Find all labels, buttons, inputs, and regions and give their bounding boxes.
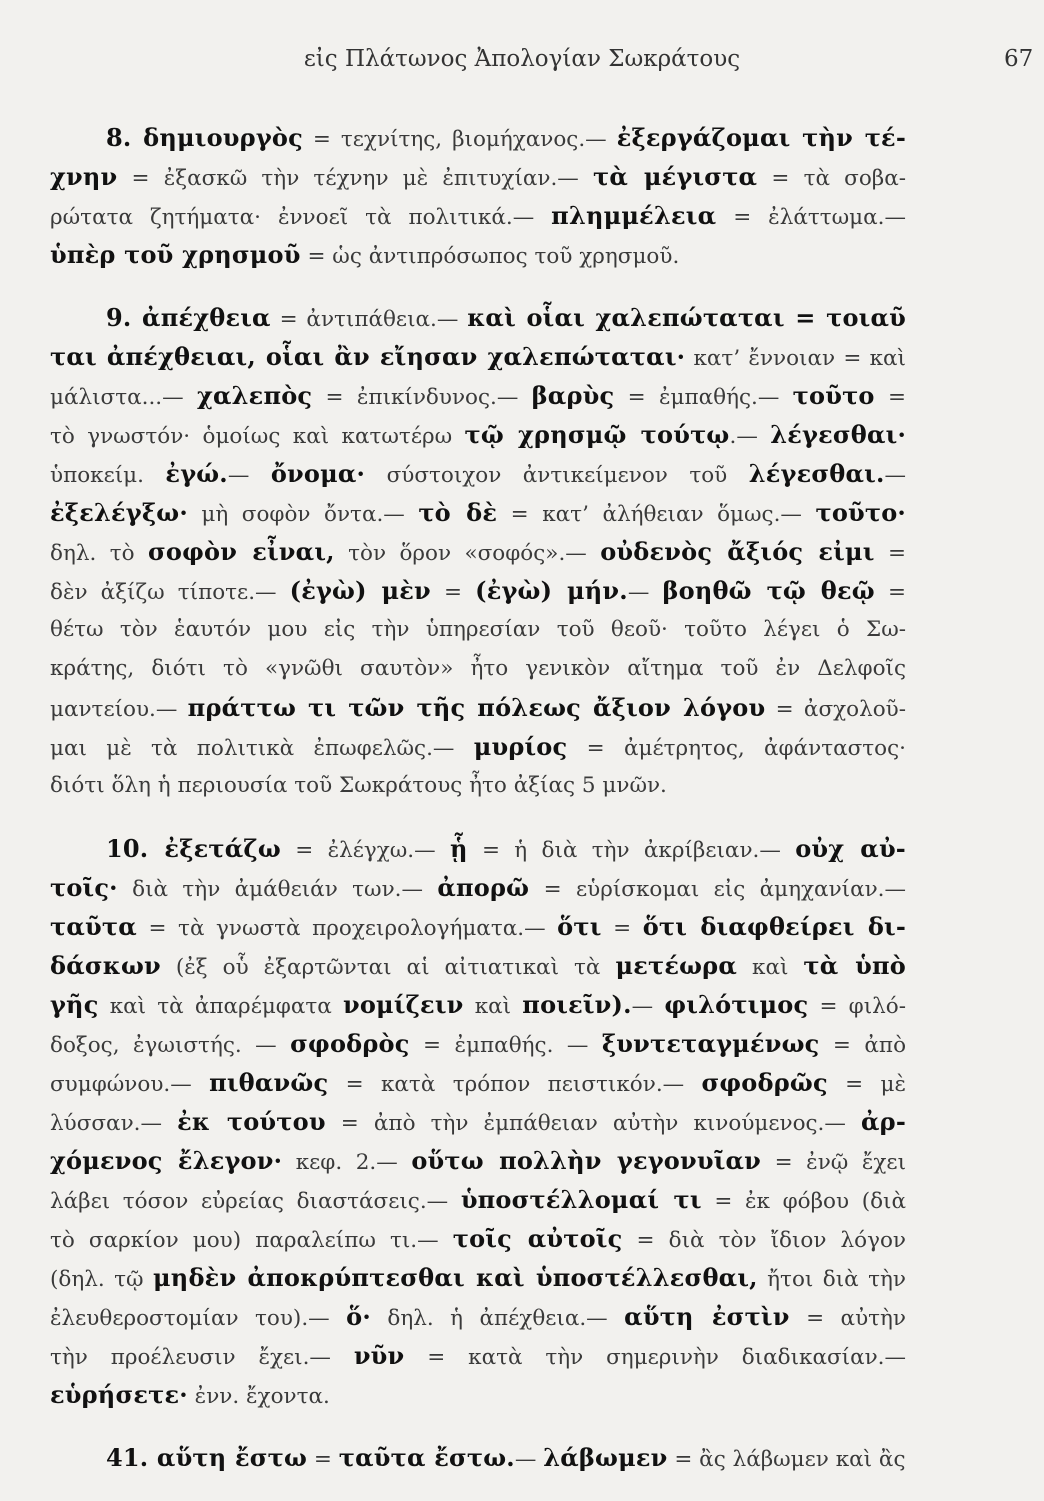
lemma: ᾗ xyxy=(449,834,468,863)
commentary-paragraph xyxy=(50,298,906,805)
gloss: = φιλό- xyxy=(808,994,906,1019)
text-line xyxy=(50,157,906,196)
text-line xyxy=(50,196,906,235)
text-line xyxy=(50,454,906,493)
gloss: = τὰ σοβα- xyxy=(757,166,907,191)
commentary-paragraph xyxy=(50,1438,906,1477)
text-line xyxy=(50,1336,906,1375)
gloss: = ἐλέγχω.— xyxy=(280,838,450,863)
text-line xyxy=(50,571,906,610)
lemma: λάβωμεν xyxy=(543,1443,668,1472)
commentary-paragraph xyxy=(50,829,906,1414)
lemma: τοῦτο xyxy=(792,381,875,410)
text-line xyxy=(50,1375,906,1414)
lemma: 8. δημιουργὸς xyxy=(106,123,303,152)
lemma: ὅτι διαφθείρει δι- xyxy=(642,912,907,941)
gloss: = ἐλάττωμα.— xyxy=(716,205,906,230)
gloss: = ἀντιπάθεια.— xyxy=(270,307,468,332)
lemma: τὸ δὲ xyxy=(418,498,498,527)
text-line xyxy=(50,1258,906,1297)
text-line xyxy=(50,118,906,157)
lemma: οὕτω πολλὴν γεγονυῖαν xyxy=(411,1146,762,1175)
lemma: χαλεπὸς xyxy=(196,381,313,410)
lemma: ταῦτα ἔστω. xyxy=(338,1443,515,1472)
gloss: = xyxy=(874,580,906,605)
gloss: = τὰ γνωστὰ προχειρολογήματα.— xyxy=(136,916,558,941)
gloss: συμφώνου.— xyxy=(50,1072,210,1097)
gloss: = ἀπὸ xyxy=(819,1033,907,1058)
lemma: σφοδρὸς xyxy=(290,1029,410,1058)
lemma: νομίζειν xyxy=(343,990,464,1019)
text-line xyxy=(50,649,906,688)
lemma: βαρὺς xyxy=(531,381,615,410)
gloss: τὸ σαρκίον μου) παραλείπω τι.— xyxy=(50,1228,453,1253)
lemma: εὑρήσετε· xyxy=(50,1380,188,1409)
text-line xyxy=(50,985,906,1024)
gloss: (δηλ. τῷ xyxy=(50,1267,154,1292)
gloss: — xyxy=(514,1447,544,1472)
lemma: τοῖς· xyxy=(50,873,118,902)
gloss: καὶ xyxy=(737,955,804,980)
lemma: βοηθῶ τῷ θεῷ xyxy=(662,576,875,605)
text-line xyxy=(50,946,906,985)
lemma: πιθανῶς xyxy=(209,1068,329,1097)
gloss: ρώτατα ζητήματα· ἐννοεῖ τὰ πολιτικά.— xyxy=(50,205,552,230)
gloss: = ἡ διὰ τὴν ἀκρίβειαν.— xyxy=(467,838,796,863)
text-line xyxy=(50,727,906,766)
lemma: ἐκ τούτου xyxy=(177,1107,326,1136)
gloss: = ἐμπαθής.— xyxy=(614,385,793,410)
gloss: = κατὰ τρόπον πειστικόν.— xyxy=(328,1072,702,1097)
lemma: πλημμέλεια xyxy=(551,201,717,230)
lemma: οὐχ αὐ- xyxy=(795,834,906,863)
lemma: μηδὲν ἀποκρύπτεσθαι καὶ ὑποστέλλεσθαι, xyxy=(153,1263,758,1292)
lemma: τῷ χρησμῷ τούτῳ xyxy=(464,420,730,449)
lemma: ἐξεργάζομαι τὴν τέ- xyxy=(616,123,906,152)
commentary-body xyxy=(50,118,906,1501)
lemma: ἀρ- xyxy=(861,1107,906,1136)
gloss: τὸν ὅρον «σοφός».— xyxy=(334,541,601,566)
gloss: = ἐξασκῶ τὴν τέχνην μὲ ἐπιτυχίαν.— xyxy=(117,166,593,191)
commentary-paragraph xyxy=(50,118,906,274)
lemma: οὐδενὸς ἄξιός εἰμι xyxy=(600,537,875,566)
lemma: ἀπορῶ xyxy=(437,873,530,902)
lemma: ὅτι xyxy=(557,912,602,941)
text-line xyxy=(50,532,906,571)
gloss: δηλ. ἡ ἀπέχθεια.— xyxy=(370,1306,625,1331)
lemma: καὶ οἷαι χαλεπώταται = τοιαῦ xyxy=(467,303,907,332)
text-line xyxy=(50,337,906,376)
gloss: — xyxy=(627,580,663,605)
text-line xyxy=(50,1102,906,1141)
gloss: δὲν ἀξίζω τίποτε.— xyxy=(50,580,290,605)
text-line xyxy=(50,1024,906,1063)
lemma: λέγεσθαι. xyxy=(748,459,885,488)
lemma: (ἐγὼ) μήν. xyxy=(475,576,628,605)
gloss: — xyxy=(227,463,271,488)
gloss: τὸ γνωστόν· ὁμοίως καὶ κατωτέρω xyxy=(50,424,465,449)
lemma: γῆς xyxy=(50,990,99,1019)
text-line xyxy=(50,235,906,274)
gloss: = xyxy=(430,580,476,605)
lemma: φιλότιμος xyxy=(664,990,809,1019)
lemma: νῦν xyxy=(353,1341,405,1370)
gloss: = αὐτὴν xyxy=(789,1306,906,1331)
lemma: πράττω τι τῶν τῆς πόλεως ἄξιον λόγου xyxy=(187,693,766,722)
gloss: διὰ τὴν ἀμάθειάν των.— xyxy=(117,877,438,902)
gloss: δηλ. τὸ xyxy=(50,541,148,566)
gloss: = ἂς λάβωμεν καὶ ἂς xyxy=(667,1447,906,1472)
gloss: μαντείου.— xyxy=(50,697,188,722)
gloss: = ἐμπαθής. — xyxy=(409,1033,602,1058)
text-line xyxy=(50,415,906,454)
gloss: = εὑρίσκομαι εἰς ἀμηχανίαν.— xyxy=(529,877,907,902)
text-line xyxy=(50,1297,906,1336)
text-line xyxy=(50,298,906,337)
gloss: = ἀπὸ τὴν ἐμπάθειαν αὐτὴν κινούμενος.— xyxy=(325,1111,861,1136)
lemma: ὄνομα· xyxy=(270,459,366,488)
lemma: τοῦτο· xyxy=(815,498,906,527)
lemma: ται ἀπέχθειαι, οἷαι ἂν εἴησαν χαλεπώταται· xyxy=(50,342,686,371)
lemma: λέγεσθαι· xyxy=(770,420,907,449)
lemma: τοῖς αὐτοῖς xyxy=(452,1224,623,1253)
lemma: 9. ἀπέχθεια xyxy=(106,303,271,332)
gloss: = xyxy=(307,1447,339,1472)
text-line xyxy=(50,1141,906,1180)
lemma: χνην xyxy=(50,162,118,191)
gloss: = xyxy=(874,541,906,566)
text-line xyxy=(50,907,906,946)
gloss: — xyxy=(884,463,906,488)
lemma: ταῦτα xyxy=(50,912,137,941)
gloss: = xyxy=(874,385,906,410)
gloss: διότι ὅλη ἡ περιουσία τοῦ Σωκράτους ἦτο ἀξίας 5 μνῶν. xyxy=(50,773,667,798)
lemma: ἐγώ. xyxy=(165,459,228,488)
text-line xyxy=(50,868,906,907)
lemma: σοφὸν εἶναι, xyxy=(147,537,335,566)
gloss: κράτης, διότι τὸ «γνῶθι σαυτὸν» ἦτο γενικὸν αἴτημα τοῦ ἐν Δελφοῖς xyxy=(50,656,906,681)
lemma: ὑπὲρ τοῦ χρησμοῦ xyxy=(50,240,301,269)
text-line xyxy=(50,1438,906,1477)
lemma: ποιεῖν). xyxy=(522,990,632,1019)
lemma: δάσκων xyxy=(50,951,161,980)
lemma: αὕτη ἐστὶν xyxy=(624,1302,790,1331)
lemma: χόμενος ἔλεγον· xyxy=(50,1146,283,1175)
text-line xyxy=(50,1219,906,1258)
gloss: = μὲ xyxy=(827,1072,906,1097)
gloss: μὴ σοφὸν ὄντα.— xyxy=(187,502,419,527)
gloss: λάβει τόσον εὐρείας διαστάσεις.— xyxy=(50,1189,461,1214)
header-title: εἰς Πλάτωνος Ἀπολογίαν Σωκράτους xyxy=(303,46,741,72)
lemma: (ἐγὼ) μὲν xyxy=(289,576,431,605)
text-line xyxy=(50,1063,906,1102)
lemma: ὅ· xyxy=(346,1302,371,1331)
gloss: κεφ. 2.— xyxy=(282,1150,412,1175)
gloss: = κατ’ ἀλήθειαν ὅμως.— xyxy=(497,502,816,527)
text-line xyxy=(50,1180,906,1219)
gloss: μάλιστα...— xyxy=(50,385,197,410)
gloss: μαι μὲ τὰ πολιτικὰ ἐπωφελῶς.— xyxy=(50,736,474,761)
text-line xyxy=(50,376,906,415)
lemma: ἐξελέγξω· xyxy=(50,498,188,527)
gloss: καὶ τὰ ἀπαρέμφατα xyxy=(98,994,343,1019)
gloss: δοξος, ἐγωιστής. — xyxy=(50,1033,291,1058)
gloss: = ἐκ φόβου (διὰ xyxy=(701,1189,906,1214)
lemma: σφοδρῶς xyxy=(701,1068,828,1097)
gloss: (ἐξ οὗ ἐξαρτῶνται αἱ αἰτιατικαὶ τὰ xyxy=(160,955,616,980)
gloss: = ἀμέτρητος, ἀφάνταστος· xyxy=(567,736,906,761)
text-line xyxy=(50,610,906,649)
gloss: = ἐνῷ ἔχει xyxy=(761,1150,906,1175)
page-number: 67 xyxy=(1004,46,1034,72)
text-line xyxy=(50,829,906,868)
lemma: τὰ ὑπὸ xyxy=(803,951,906,980)
gloss: = xyxy=(601,916,643,941)
gloss: τὴν προέλευσιν ἔχει.— xyxy=(50,1345,354,1370)
lemma: 10. ἐξετάζω xyxy=(106,834,281,863)
running-header xyxy=(0,46,1044,90)
text-line xyxy=(50,493,906,532)
gloss: ἐνν. ἔχοντα. xyxy=(187,1384,330,1409)
gloss: = τεχνίτης, βιομήχανος.— xyxy=(302,127,617,152)
lemma: ὑποστέλλομαί τι xyxy=(460,1185,702,1214)
lemma: 41. αὕτη ἔστω xyxy=(106,1443,308,1472)
gloss: = ἀσχολοῦ- xyxy=(765,697,906,722)
lemma: τὰ μέγιστα xyxy=(592,162,758,191)
gloss: κατ’ ἔννοιαν = καὶ xyxy=(685,346,906,371)
lemma: μυρίος xyxy=(473,732,568,761)
gloss: — xyxy=(631,994,665,1019)
lemma: ξυντεταγμένως xyxy=(601,1029,820,1058)
gloss: .— xyxy=(729,424,771,449)
gloss: λύσσαν.— xyxy=(50,1111,178,1136)
gloss: ἤτοι διὰ τὴν xyxy=(757,1267,906,1292)
gloss: = ὡς ἀντιπρόσωπος τοῦ χρησμοῦ. xyxy=(300,244,680,269)
text-line xyxy=(50,766,906,805)
gloss: ὑποκείμ. xyxy=(50,463,166,488)
text-line xyxy=(50,688,906,727)
gloss: = διὰ τὸν ἴδιον λόγον xyxy=(622,1228,906,1253)
gloss: = κατὰ τὴν σημερινὴν διαδικασίαν.— xyxy=(404,1345,906,1370)
gloss: = ἐπικίνδυνος.— xyxy=(312,385,532,410)
gloss: ἐλευθεροστομίαν του).— xyxy=(50,1306,347,1331)
gloss: καὶ xyxy=(463,994,523,1019)
lemma: μετέωρα xyxy=(615,951,738,980)
gloss: σύστοιχον ἀντικείμενον τοῦ xyxy=(365,463,749,488)
gloss: θέτω τὸν ἑαυτόν μου εἰς τὴν ὑπηρεσίαν τοῦ θεοῦ· τοῦτο λέγει ὁ Σω- xyxy=(50,617,906,642)
